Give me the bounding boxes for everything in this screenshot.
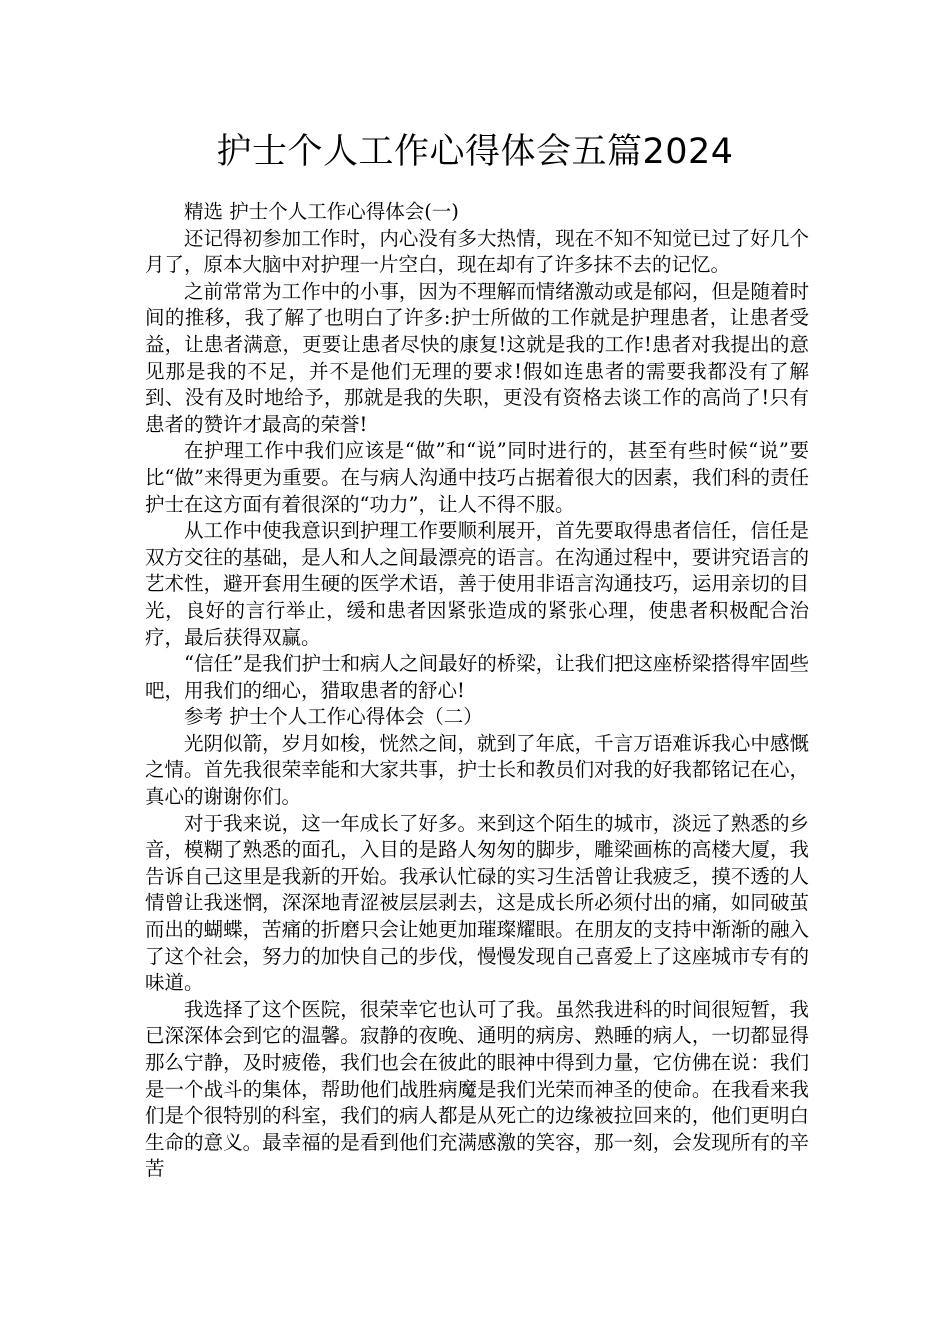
document-body [145,199,809,1183]
document-title: 护士个人工作心得体会五篇2024 [216,132,734,172]
paragraph: 还记得初参加工作时，内心没有多大热情，现在不知不知觉已过了好几个月了，原本大脑中对护理一片空白，现在却有了许多抹不去的记忆。 [145,226,809,277]
paragraph: 之前常常为工作中的小事，因为不理解而情绪激动或是郁闷，但是随着时间的推移，我了解了也明白了许多:护士所做的工作就是护理患者，让患者受益，让患者满意，更要让患者尽快的康复!这就是我的工作!患者对我提出的意见那是我的不足，并不是他们无理的要求!假如连患者的需要我都没有了解到、没有及时地给予，那就是我的失职，更没有资格去谈工作的高尚了!只有患者的赞许才最高的荣誉! [145,279,809,436]
paragraph: 我选择了这个医院，很荣幸它也认可了我。虽然我进科的时间很短暂，我已深深体会到它的温馨。寂静的夜晚、通明的病房、熟睡的病人，一切都显得那么宁静，及时疲倦，我们也会在彼此的眼神中得到力量，它仿佛在说：我们是一个战斗的集体，帮助他们战胜病魔是我们光荣而神圣的使命。在我看来我们是个很特别的科室，我们的病人都是从死亡的边缘被拉回来的，他们更明白生命的意义。最幸福的是看到他们充满感激的笑容，那一刻，会发现所有的辛苦 [145,997,809,1181]
section-heading-1: 精选 护士个人工作心得体会(一) [184,200,459,223]
paragraph: “信任”是我们护士和病人之间最好的桥梁，让我们把这座桥梁搭得牢固些吧，用我们的细心，猎取患者的舒心! [145,652,809,702]
section-heading-2: 参考 护士个人工作心得体会（二） [184,705,483,729]
paragraph: 从工作中使我意识到护理工作要顺利展开，首先要取得患者信任，信任是双方交往的基础，是人和人之间最漂亮的语言。在沟通过程中，要讲究语言的艺术性，避开套用生硬的医学术语，善于使用非语言沟通技巧，运用亲切的目光，良好的言行举止，缓和患者因紧张造成的紧张心理，使患者积极配合治疗，最后获得双赢。 [145,519,809,649]
paragraph: 对于我来说，这一年成长了好多。来到这个陌生的城市，淡远了熟悉的乡音，模糊了熟悉的面孔，入目的是路人匆匆的脚步，雕梁画栋的高楼大厦，我告诉自己这里是我新的开始。我承认忙碌的实习生活曾让我疲乏，摸不透的人情曾让我迷惘，深深地青涩被层层剥去，这是成长所必须付出的痛，如同破茧而出的蝴蝶，苦痛的折磨只会让她更加璀璨耀眼。在朋友的支持中渐渐的融入了这个社会，努力的加快自己的步伐，慢慢发现自己喜爱上了这座城市专有的味道。 [145,811,809,995]
paragraph: 光阴似箭，岁月如梭，恍然之间，就到了年底，千言万语难诉我心中感慨之情。首先我很荣幸能和大家共事，护士长和教员们对我的好我都铭记在心，真心的谢谢你们。 [145,731,809,809]
paragraph: 在护理工作中我们应该是“做”和“说”同时进行的，甚至有些时候“说”要比“做”来得更为重要。在与病人沟通中技巧占据着很大的因素，我们科的责任护士在这方面有着很深的“功力”，让人不得不服。 [145,439,809,516]
